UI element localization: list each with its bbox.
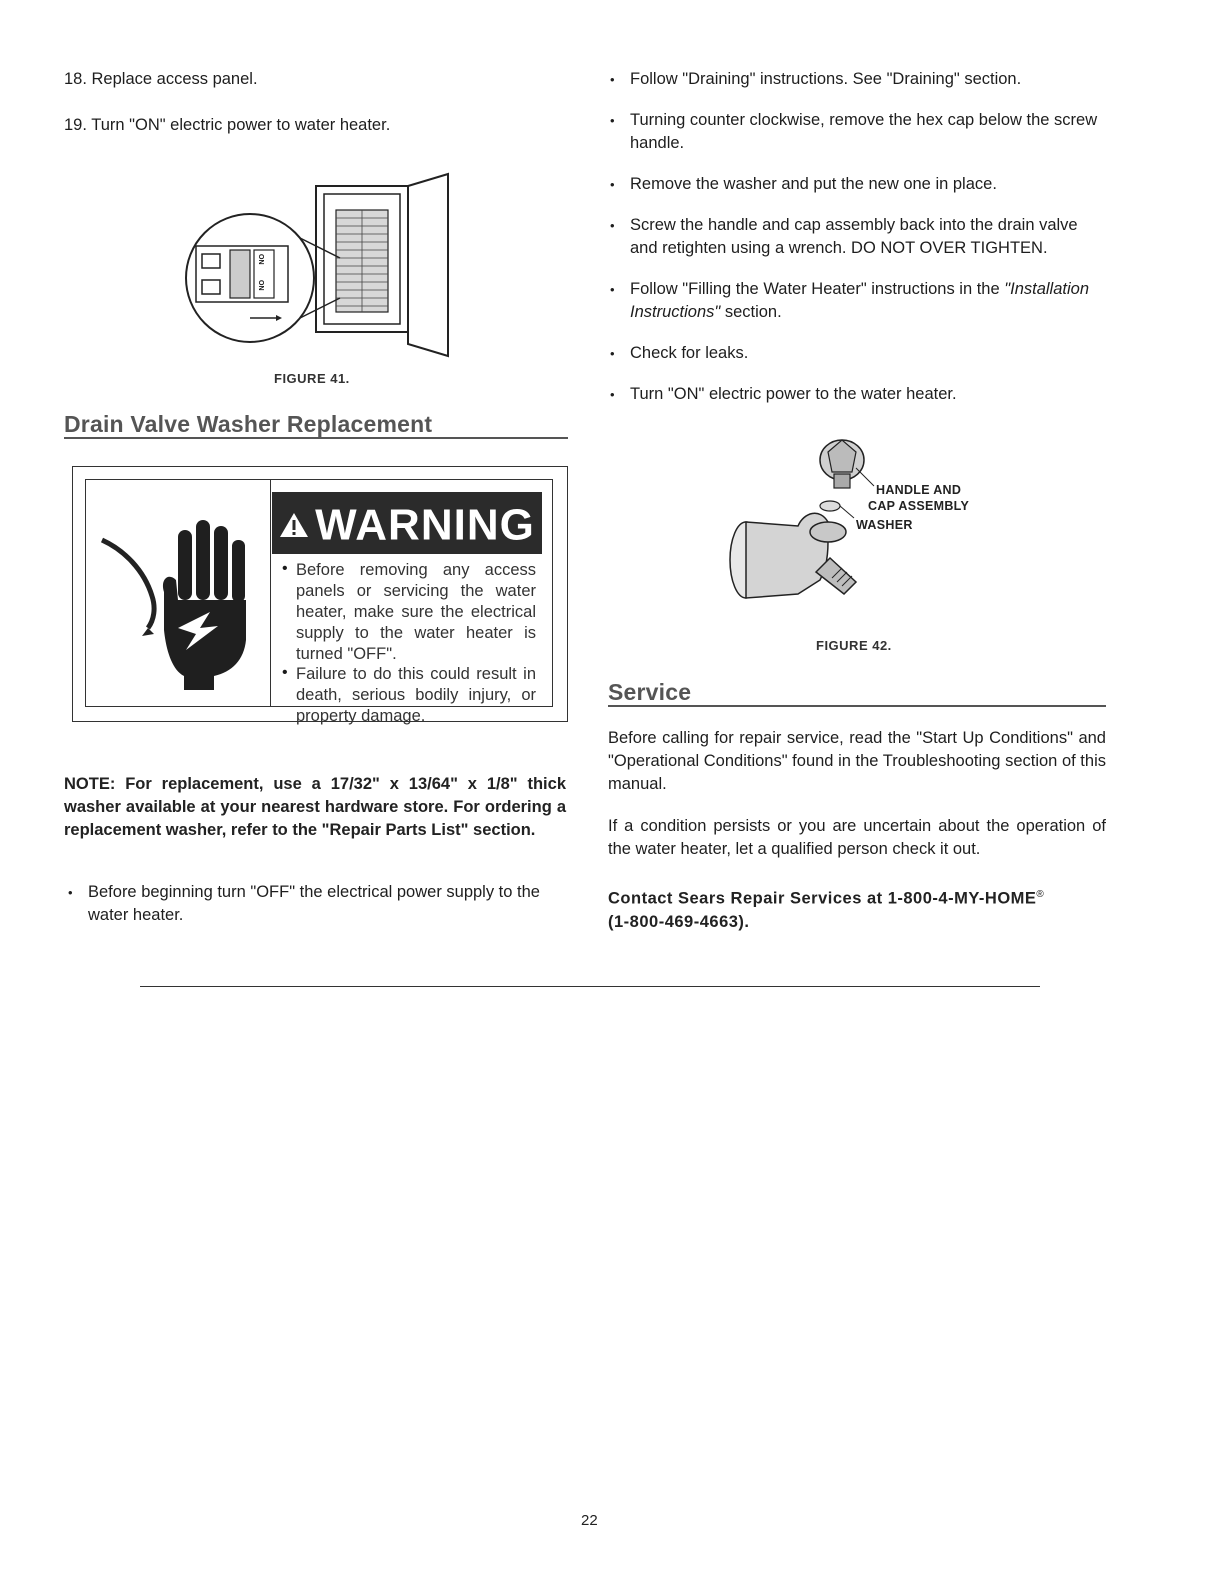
service-paragraph-1: Before calling for repair service, read the "Start Up Conditions" and "Operational Conditions" found in the Troubleshooting section of this manual. (608, 729, 1106, 793)
bottom-divider (140, 986, 1040, 987)
filling-suffix: section. (720, 303, 782, 321)
bullet-draining: • Follow "Draining" instructions. See "Draining" section. (606, 68, 1106, 91)
warning-header (272, 492, 542, 554)
warning-divider (270, 480, 271, 706)
filling-prefix: Follow "Filling the Water Heater" instructions in the (630, 280, 1005, 298)
page-number: 22 (581, 1512, 598, 1529)
warning-box-inner (85, 479, 553, 725)
drain-valve-section-title: Drain Valve Washer Replacement (64, 411, 433, 437)
breaker-on-label-top: ON (257, 254, 264, 265)
drain-valve-section-rule (64, 437, 568, 439)
warning-bullet-1: • Before removing any access panels or servicing the water heater, make sure the electrical supply to the water heater is turned "OFF". (282, 560, 536, 663)
right-bullet-list (606, 68, 1106, 424)
washer-callout: WASHER (856, 518, 913, 532)
figure-41-caption: FIGURE 41. (274, 371, 350, 386)
handle-cap-callout (868, 482, 970, 514)
breaker-on-label-bottom: ON (257, 280, 264, 291)
handle-callout-line2: CAP ASSEMBLY (868, 499, 970, 513)
bullet-filling (606, 278, 1106, 324)
figure-41-breaker-panel (150, 168, 470, 368)
service-section-title: Service (608, 679, 692, 705)
replacement-note: NOTE: For replacement, use a 17/32" x 13/64" x 1/8" thick washer available at your nearest hardware store. For ordering a replacement washer, refer to the "Repair Parts List" section. (64, 775, 566, 839)
warning-bullet-2-text: Failure to do this could result in death, serious bodily injury, or property damage. (296, 665, 536, 725)
warning-box (72, 466, 568, 725)
warning-bullet-2: • Failure to do this could result in death, serious bodily injury, or property damage. (282, 664, 536, 725)
bullet-replace-washer: • Remove the washer and put the new one in place. (606, 173, 1106, 196)
left-bullet-item: • Before beginning turn "OFF" the electrical power supply to the water heater. (64, 881, 564, 927)
left-bullet-list (64, 881, 564, 945)
figure-42-drain-valve (724, 432, 984, 622)
step-19: 19. Turn "ON" electric power to water heater. (64, 116, 391, 134)
registered-mark: ® (1036, 889, 1045, 900)
warning-bullet-1-text: Before removing any access panels or servicing the water heater, make sure the electrical supply to the water heater is turned "OFF". (296, 561, 536, 663)
contact-phone: (1-800-469-4663). (608, 912, 750, 931)
contact-info (608, 883, 1108, 934)
bullet-remove-cap: • Turning counter clockwise, remove the hex cap below the screw handle. (606, 109, 1106, 155)
warning-header-text: WARNING (315, 500, 535, 550)
electric-shock-hand-icon (94, 500, 262, 690)
handle-callout-line1: HANDLE AND (876, 483, 962, 497)
service-section-rule (608, 705, 1106, 707)
step-18: 18. Replace access panel. (64, 70, 258, 88)
bullet-turn-on-power: • Turn "ON" electric power to the water heater. (606, 383, 1106, 406)
service-paragraph-2: If a condition persists or you are uncertain about the operation of the water heater, let a qualified person check it out. (608, 817, 1106, 858)
installation-instructions-ref: "Installation Instructions" (630, 280, 1089, 321)
warning-triangle-icon (279, 494, 309, 556)
bullet-screw-handle: • Screw the handle and cap assembly back into the drain valve and retighten using a wrench. DO NOT OVER TIGHTEN. (606, 214, 1106, 260)
figure-42-caption: FIGURE 42. (816, 638, 892, 653)
bullet-check-leaks: • Check for leaks. (606, 342, 1106, 365)
contact-line-1: Contact Sears Repair Services at 1-800-4-MY-HOME (608, 889, 1037, 908)
